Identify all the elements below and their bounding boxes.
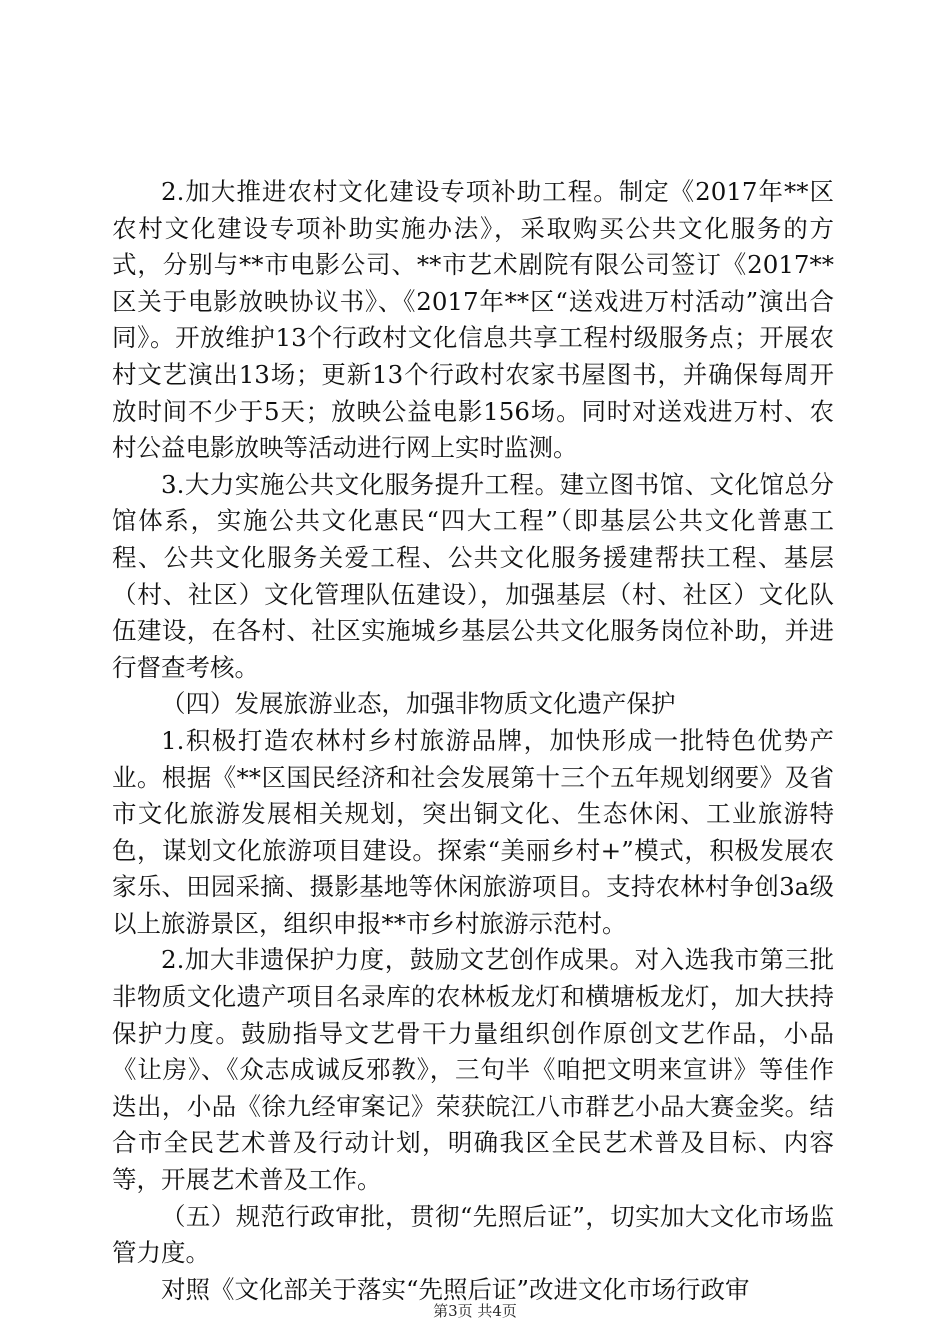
- section-heading-administrative-approval: （五）规范行政审批，贯彻“先照后证”，切实加大文化市场监管力度。: [112, 1201, 834, 1268]
- section-heading-tourism-heritage: （四）发展旅游业态，加强非物质文化遗产保护: [161, 689, 676, 719]
- paragraph-heritage-protection: 2.加大非遗保护力度，鼓励文艺创作成果。对入选我市第三批非物质文化遗产项目名录库的农林板龙灯和横塘板龙灯，加大扶持保护力度。鼓励指导文艺骨干力量组织创作原创文艺作品，小品《让房》、《众志成诚反邪教》，三句半《咱把文明来宣讲》等佳作迭出，小品《徐九经审案记》荣获皖江八市群艺小品大赛金奖。结合市全民艺术普及行动计划，明确我区全民艺术普及目标、内容等，开展艺术普及工作。: [112, 945, 834, 1195]
- document-body: [112, 174, 834, 1308]
- paragraph-rural-culture-subsidy: 2.加大推进农村文化建设专项补助工程。制定《2017年**区农村文化建设专项补助实施办法》，采取购买公共文化服务的方式，分别与**市电影公司、**市艺术剧院有限公司签订《2017**区关于电影放映协议书》、《2017年**区“送戏进万村活动”演出合同》。开放维护13个行政村文化信息共享工程村级服务点；开展农村文艺演出13场；更新13个行政村农家书屋图书，并确保每周开放时间不少于5天；放映公益电影156场。同时对送戏进万村、农村公益电影放映等活动进行网上实时监测。: [112, 177, 834, 463]
- paragraph-rural-tourism-brand: 1.积极打造农林村乡村旅游品牌，加快形成一批特色优势产业。根据《**区国民经济和社会发展第十三个五年规划纲要》及省市文化旅游发展相关规划，突出铜文化、生态休闲、工业旅游特色，谋划文化旅游项目建设。探索“美丽乡村+”模式，积极发展农家乐、田园采摘、摄影基地等休闲旅游项目。支持农林村争创3a级以上旅游景区，组织申报**市乡村旅游示范村。: [112, 725, 834, 938]
- paragraph-public-culture-service: 3.大力实施公共文化服务提升工程。建立图书馆、文化馆总分馆体系，实施公共文化惠民“四大工程”（即基层公共文化普惠工程、公共文化服务关爱工程、公共文化服务援建帮扶工程、基层（村、社区）文化管理队伍建设），加强基层（村、社区）文化队伍建设，在各村、社区实施城乡基层公共文化服务岗位补助，并进行督查考核。: [112, 469, 834, 682]
- page-number-footer: 第3页 共4页: [433, 1302, 517, 1320]
- paragraph-approval-reform: 对照《文化部关于落实“先照后证”改进文化市场行政审: [161, 1274, 750, 1304]
